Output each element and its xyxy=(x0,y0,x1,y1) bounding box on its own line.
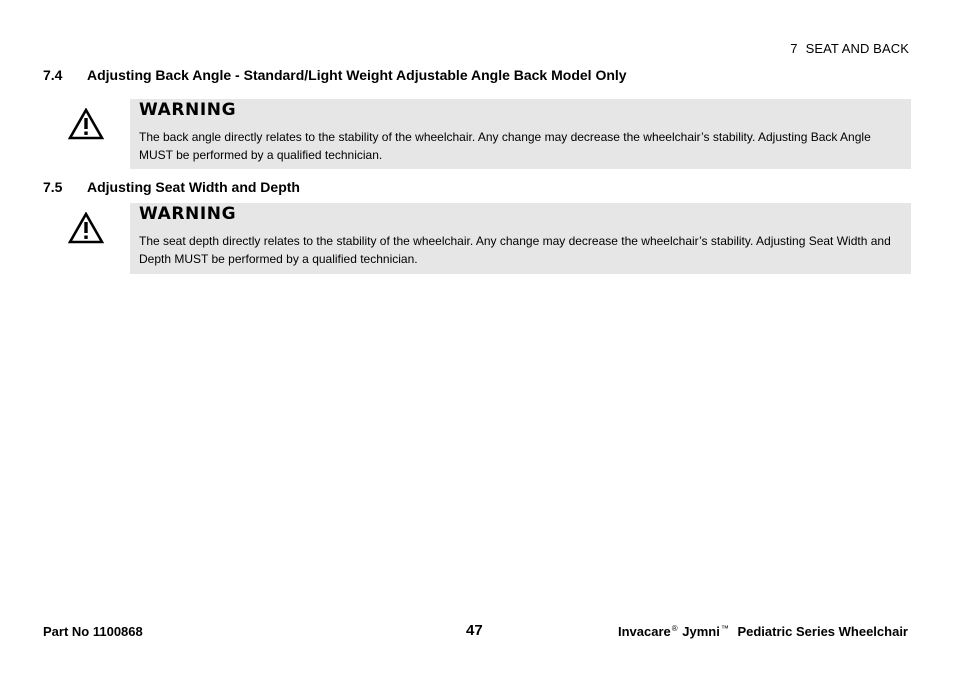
registered-mark: ® xyxy=(671,624,678,633)
warning-text: The back angle directly relates to the stability of the wheelchair. Any change may decrease the wheelchair’s stability. Adjusting Back Angle MUST be performed by a qualified technician. xyxy=(139,130,871,162)
warning-triangle-icon xyxy=(68,212,104,244)
section-heading-7-5 xyxy=(43,179,300,195)
brand-name: Invacare xyxy=(617,624,671,639)
warning-text: The seat depth directly relates to the stability of the wheelchair. Any change may decrease the wheelchair’s stability. Adjusting Seat Width and Depth MUST be performed by a qualified technician. xyxy=(139,234,891,266)
footer-product-name xyxy=(618,624,908,639)
trademark-mark: ™ xyxy=(720,624,729,633)
section-heading-7-4 xyxy=(43,67,627,83)
footer-part-number: Part No 1100868 xyxy=(43,624,143,639)
warning-title: WARNING xyxy=(139,100,237,120)
warning-triangle-icon xyxy=(68,108,104,140)
page-number: 47 xyxy=(466,622,483,639)
product-series: Pediatric Series Wheelchair xyxy=(737,624,908,639)
warning-title: WARNING xyxy=(139,204,237,224)
warning-box xyxy=(130,203,911,274)
chapter-number: 7 xyxy=(790,41,798,56)
section-title: Adjusting Back Angle - Standard/Light Weight Adjustable Angle Back Model Only xyxy=(87,67,627,83)
section-number: 7.4 xyxy=(43,67,63,83)
product-name: Jymni xyxy=(682,624,720,639)
chapter-title: SEAT AND BACK xyxy=(805,41,909,56)
running-header xyxy=(790,41,909,56)
section-number: 7.5 xyxy=(43,179,63,195)
section-title: Adjusting Seat Width and Depth xyxy=(87,179,300,195)
warning-box xyxy=(130,99,911,169)
